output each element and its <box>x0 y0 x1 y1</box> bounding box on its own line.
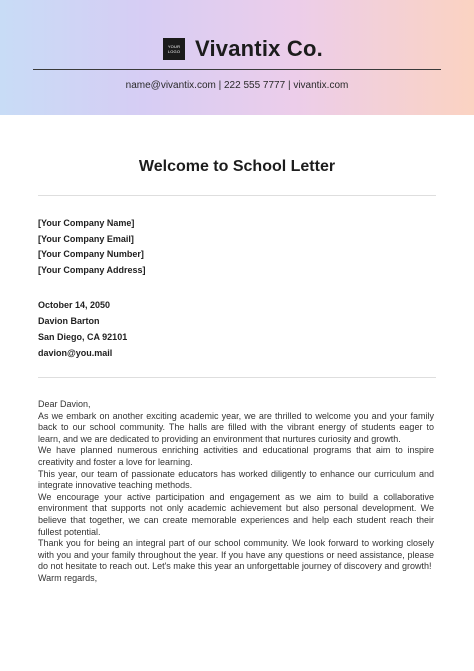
document-title: Welcome to School Letter <box>138 158 336 175</box>
body-paragraph: We have planned numerous enriching activities and educational programs that aim to inspire creativity and foster a love for learning. <box>38 445 434 467</box>
letter-body <box>38 399 434 585</box>
body-paragraph: This year, our team of passionate educators has worked diligently to enhance our curriculum and integrate innovative teaching methods. <box>38 468 434 491</box>
body-paragraph: As we embark on another exciting academic year, we are thrilled to welcome you and your family back to our school community. The halls are filled with the vibrant energy of students eager to learn, and we are dedicated to providing an environment that nurtures curiosity and growth. <box>38 410 434 444</box>
sender-company-number: [Your Company Number] <box>38 249 144 259</box>
closing: Warm regards, <box>38 572 98 583</box>
letter-date: October 14, 2050 <box>38 300 111 310</box>
recipient-email: davion@you.mail <box>38 348 113 358</box>
body-paragraph: Thank you for being an integral part of our school community. We look forward to working closely with you and your family throughout the year. If you have any questions or need assistance, please do not hesitate to reach out. Let's make this year an unforgettable journey of discovery and growth! <box>38 538 434 572</box>
sender-company-email: [Your Company Email] <box>38 233 134 244</box>
recipient-address: San Diego, CA 92101 <box>38 332 128 342</box>
sender-company-address: [Your Company Address] <box>38 264 146 275</box>
company-name: Vivantix Co. <box>195 36 323 61</box>
body-paragraph: We encourage your active participation and engagement as we aim to build a collaborative environment that supports not only academic achievement but also personal development. We believe that together, we can create memorable experiences and help each student reach their fullest potential. <box>38 491 434 537</box>
contact-line: name@vivantix.com | 222 555 7777 | vivantix.com <box>125 80 349 91</box>
letterhead <box>0 0 474 115</box>
recipient-block <box>38 297 127 361</box>
sender-company-name: [Your Company Name] <box>38 218 135 228</box>
company-logo: YOUR LOGO <box>163 38 185 60</box>
address-divider <box>38 377 436 378</box>
recipient-name: Davion Barton <box>38 316 100 326</box>
header-divider <box>33 69 441 70</box>
title-divider <box>38 195 436 196</box>
sender-block <box>38 216 146 278</box>
salutation: Dear Davion, <box>38 399 91 409</box>
